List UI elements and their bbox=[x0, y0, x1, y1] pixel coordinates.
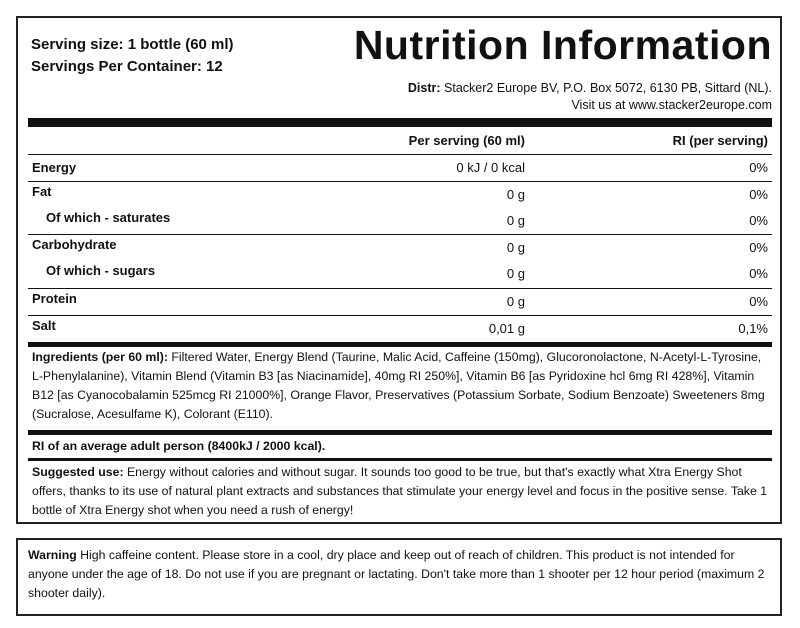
per-serving-value: 0 g bbox=[506, 213, 525, 228]
per-serving-value: 0,01 g bbox=[488, 321, 525, 336]
suggested-use-label: Suggested use: bbox=[32, 465, 124, 479]
table-row-protein bbox=[28, 289, 772, 315]
divider-thick bbox=[28, 458, 772, 461]
nutrient-name: Protein bbox=[32, 291, 77, 306]
nutrient-name: Energy bbox=[32, 160, 77, 175]
ri-value: 0% bbox=[749, 187, 768, 202]
ingredients-label: Ingredients (per 60 ml): bbox=[32, 350, 168, 364]
distributor-address: Stacker2 Europe BV, P.O. Box 5072, 6130 PB, Sittard (NL). bbox=[444, 81, 772, 95]
ri-value: 0,1% bbox=[738, 321, 768, 336]
ri-value: 0% bbox=[749, 213, 768, 228]
servings-per-container: Servings Per Container: 12 bbox=[31, 58, 223, 75]
per-serving-value: 0 g bbox=[506, 187, 525, 202]
table-row-sugars bbox=[28, 261, 772, 287]
ri-note-text: RI of an average adult person (8400kJ / 2000 kcal). bbox=[32, 439, 326, 453]
nutrient-name: Salt bbox=[32, 318, 56, 333]
nutrient-name: Carbohydrate bbox=[32, 237, 117, 252]
table-row-salt bbox=[28, 316, 772, 342]
nutrition-panel bbox=[16, 16, 782, 524]
distributor-info bbox=[408, 80, 772, 114]
suggested-use bbox=[32, 463, 770, 520]
warning-label: Warning bbox=[28, 548, 77, 562]
col-per-serving: Per serving (60 ml) bbox=[408, 133, 525, 148]
page-title: Nutrition Information bbox=[353, 22, 772, 68]
per-serving-value: 0 g bbox=[506, 294, 525, 309]
suggested-use-text: Energy without calories and without sugar. It sounds too good to be true, but that's exactly what Xtra Energy Shot offers, thanks to its use of natural plant extracts and substances that stimulate your energy level and focus in the positive sense. Take 1 bottle of Xtra Energy shot when you need a rush of energy! bbox=[32, 465, 768, 517]
serving-size: Serving size: 1 bottle (60 ml) bbox=[31, 36, 234, 53]
ingredients-text: Filtered Water, Energy Blend (Taurine, Malic Acid, Caffeine (150mg), Glucoronolactone, N-Acetyl-L-Tyrosine, L-Phenylalanine), Vitamin Blend (Vitamin B3 [as Niacinamide], 40mg RI 250%], Vitamin B6 [as Pyridoxine hcl 6mg RI 428%], Vitamin B12 [as Cyanocobalamin 525mcg RI 21000%], Orange Flavor, Preservatives (Potassium Sorbate, Sodium Benzoate) Sweeteners 8mg (Sucralose, Acesulfame K), Colorant (E110). bbox=[32, 350, 765, 421]
table-row-energy bbox=[28, 155, 772, 181]
divider-thick bbox=[28, 430, 772, 435]
ri-value: 0% bbox=[749, 240, 768, 255]
ri-value: 0% bbox=[749, 294, 768, 309]
nutrient-name: Of which - saturates bbox=[46, 210, 171, 225]
warning-text: High caffeine content. Please store in a cool, dry place and keep out of reach of children. This product is not intended for anyone under the age of 18. Do not use if you are pregnant or lactating. Don't take more than 1 shooter per 12 hour period (maximum 2 shooter daily). bbox=[28, 548, 765, 600]
table-row-saturates bbox=[28, 208, 772, 234]
per-serving-value: 0 g bbox=[506, 266, 525, 281]
distributor-website: Visit us at www.stacker2europe.com bbox=[571, 98, 772, 112]
ri-value: 0% bbox=[749, 266, 768, 281]
divider-thick bbox=[28, 342, 772, 347]
warning bbox=[28, 546, 772, 603]
col-ri: RI (per serving) bbox=[672, 133, 768, 148]
ingredients bbox=[32, 348, 770, 424]
divider-thick bbox=[28, 118, 772, 127]
distributor-label: Distr: bbox=[407, 81, 441, 95]
ri-value: 0% bbox=[749, 160, 768, 175]
per-serving-value: 0 g bbox=[506, 240, 525, 255]
nutrient-name: Fat bbox=[32, 184, 52, 199]
per-serving-value: 0 kJ / 0 kcal bbox=[456, 160, 525, 175]
warning-box bbox=[16, 538, 782, 616]
table-header bbox=[28, 128, 772, 154]
ri-note bbox=[32, 437, 770, 456]
nutrient-name: Of which - sugars bbox=[46, 263, 156, 278]
serving-info bbox=[31, 34, 234, 78]
